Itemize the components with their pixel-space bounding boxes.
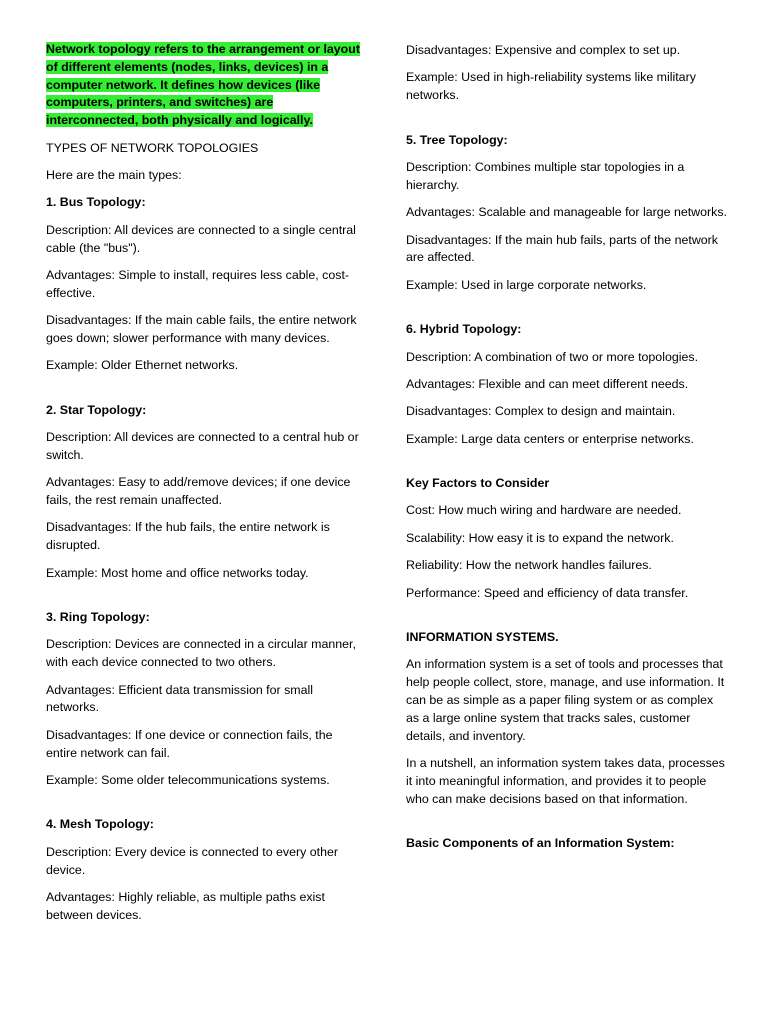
ring-title: 3. Ring Topology: (46, 610, 150, 625)
factor-scalability: Scalability: How easy it is to expand the network. (406, 530, 674, 545)
star-description: Description: All devices are connected to a central hub or switch. (46, 430, 359, 462)
factor-reliability: Reliability: How the network handles failures. (406, 558, 652, 573)
types-intro: Here are the main types: (46, 167, 182, 182)
spacer (406, 304, 728, 321)
ring-advantages: Advantages: Efficient data transmission for small networks. (46, 682, 313, 715)
factor-performance: Performance: Speed and efficiency of data transfer. (406, 585, 689, 600)
tree-example: Example: Used in large corporate networks. (406, 277, 647, 292)
star-advantages: Advantages: Easy to add/remove devices; if one device fails, the rest remain unaffected. (46, 475, 351, 508)
types-heading: TYPES OF NETWORK TOPOLOGIES (46, 140, 259, 155)
factors-title: Key Factors to Consider (406, 476, 550, 491)
hybrid-description: Description: A combination of two or more topologies. (406, 349, 699, 364)
spacer (406, 458, 728, 475)
mesh-example: Example: Used in high-reliability systems like military networks. (406, 70, 696, 103)
spacer (46, 799, 366, 816)
left-column (46, 41, 366, 934)
tree-description: Description: Combines multiple star topologies in a hierarchy. (406, 159, 685, 192)
factor-cost: Cost: How much wiring and hardware are needed. (406, 503, 682, 518)
intro-paragraph (46, 41, 366, 130)
mesh-description: Description: Every device is connected to every other device. (46, 844, 339, 877)
mesh-advantages: Advantages: Highly reliable, as multiple paths exist between devices. (46, 889, 325, 922)
spacer (406, 612, 728, 629)
info-systems-paragraph-1: An information system is a set of tools and processes that help people collect, store, manage, and use information. It can be as simple as a paper filing system or as complex as a large online system that tracks sales, customer details, and inventory. (406, 657, 725, 743)
ring-description: Description: Devices are connected in a circular manner, with each device connected to two others. (46, 637, 356, 670)
mesh-disadvantages: Disadvantages: Expensive and complex to set up. (406, 43, 681, 57)
bus-example: Example: Older Ethernet networks. (46, 358, 239, 373)
ring-disadvantages: Disadvantages: If one device or connection fails, the entire network can fail. (46, 727, 333, 760)
spacer (406, 818, 728, 835)
star-title: 2. Star Topology: (46, 402, 147, 417)
star-example: Example: Most home and office networks today. (46, 565, 309, 580)
star-disadvantages: Disadvantages: If the hub fails, the entire network is disrupted. (46, 520, 330, 553)
spacer (406, 115, 728, 132)
intro-highlight: Network topology refers to the arrangement or layout of different elements (nodes, links, devices) in a computer network. It defines how devices (like computers, printers, and switches) are interconnected, both physically and logically. (46, 42, 360, 128)
bus-advantages: Advantages: Simple to install, requires less cable, cost-effective. (46, 267, 350, 300)
bus-title: 1. Bus Topology: (46, 195, 146, 210)
hybrid-advantages: Advantages: Flexible and can meet different needs. (406, 376, 689, 391)
hybrid-disadvantages: Disadvantages: Complex to design and maintain. (406, 404, 676, 419)
info-systems-title: INFORMATION SYSTEMS. (406, 630, 559, 645)
tree-title: 5. Tree Topology: (406, 132, 508, 147)
mesh-title: 4. Mesh Topology: (46, 817, 154, 832)
components-title: Basic Components of an Information System: (406, 835, 675, 850)
right-column (406, 42, 728, 862)
spacer (46, 385, 366, 402)
tree-advantages: Advantages: Scalable and manageable for large networks. (406, 205, 727, 220)
hybrid-title: 6. Hybrid Topology: (406, 322, 522, 337)
ring-example: Example: Some older telecommunications systems. (46, 773, 330, 787)
hybrid-example: Example: Large data centers or enterprise networks. (406, 431, 694, 446)
spacer (46, 592, 366, 609)
bus-disadvantages: Disadvantages: If the main cable fails, the entire network goes down; slower performance with many devices. (46, 313, 357, 345)
info-systems-paragraph-2: In a nutshell, an information system takes data, processes it into meaningful information, and provides it to people who can make decisions based on that information. (406, 756, 725, 806)
tree-disadvantages: Disadvantages: If the main hub fails, parts of the network are affected. (406, 232, 718, 265)
bus-description: Description: All devices are connected to a single central cable (the "bus"). (46, 222, 356, 255)
